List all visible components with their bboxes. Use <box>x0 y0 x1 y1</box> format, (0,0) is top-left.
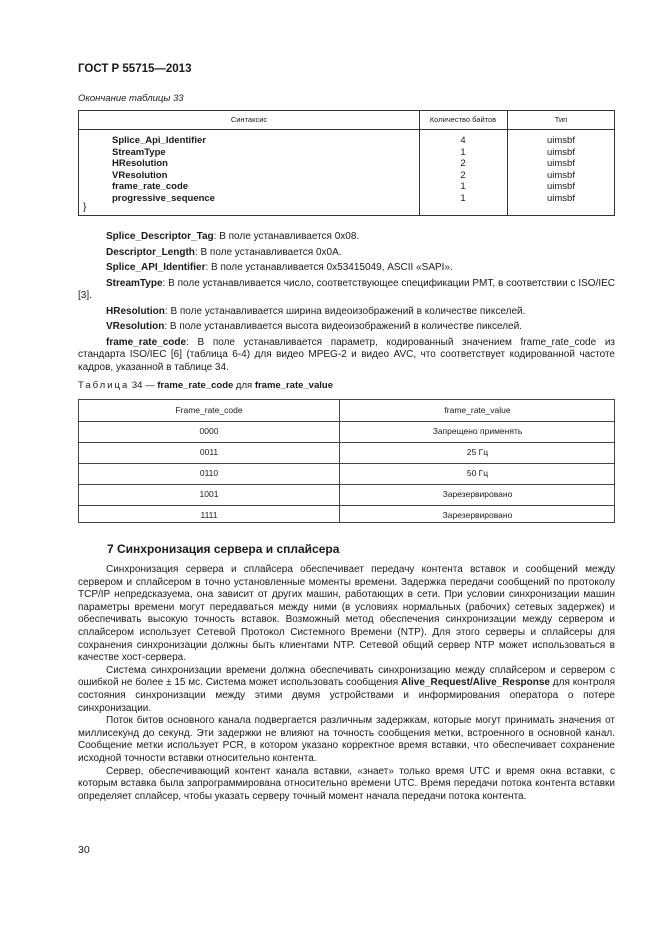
byte-count: 4 <box>460 135 466 146</box>
definition <box>78 231 615 244</box>
document-header: ГОСТ Р 55715—2013 <box>78 63 192 75</box>
definition <box>78 321 615 334</box>
paragraph: Синхронизация сервера и сплайсера обеспечивает передачу контента вставок и сообщений между сервером и сплайсером в точно установленные моменты времени. Задержка передачи сообщений по протоколу TCP/IP непредсказуема, она зависит от других машин, работающих в сети. При условии синхронизации машин параметры времени могут передаваться между ними (в условиях нормальных (рабочих) сетевых задержек) и обеспечивать высокую точность вставок. Возможный метод обеспечения синхронизации между сервером и сплайсером использует Сетевой Протокол Системного Времени (NTP). Для этого серверы и сплайсеры для сохранения синхронизации должны быть клиентами NTP. Сетевой общий сервер NTP может использоваться в качестве хост-сервера. <box>78 564 615 664</box>
table-row <box>79 463 614 485</box>
closing-brace: } <box>83 202 87 213</box>
definition <box>78 262 615 275</box>
paragraph: Поток битов основного канала подвергается различным задержкам, которые могут принимать значения от миллисекунд до секунд. Эти задержки не влияют на точность сообщения метки, встроенного в основной канал. Сообщение метки использует PCR, в котором указано корректное время вставки, что обеспечивает сохранение исходной точности вставки относительно контента. <box>78 715 615 764</box>
page-number: 30 <box>78 844 90 856</box>
table-33-caption: Окончание таблицы 33 <box>78 93 184 104</box>
caption-term: frame_rate_code <box>157 380 234 391</box>
syntax-field: frame_rate_code <box>112 181 189 192</box>
frame-rate-value: Зарезервировано <box>442 510 513 520</box>
frame-rate-code: 0110 <box>199 468 219 478</box>
definition-text: : В поле устанавливается 0х08. <box>213 231 360 242</box>
syntax-field: progressive_sequence <box>112 193 215 204</box>
table-33-header-row <box>79 111 614 130</box>
section-body <box>78 564 615 803</box>
definition-term: Descriptor_Length <box>106 246 195 258</box>
frame-rate-value: Запрещено применять <box>432 426 523 436</box>
definition-text: : В поле устанавливается высота видеоизображений в количестве пикселей. <box>164 321 522 332</box>
field-definitions <box>78 231 615 374</box>
caption-prefix: Таблица <box>78 380 130 391</box>
header-syntax: Синтаксис <box>230 115 268 124</box>
table-34 <box>78 399 615 523</box>
frame-rate-code: 0011 <box>199 447 219 457</box>
byte-count: 1 <box>460 193 466 204</box>
syntax-field: VResolution <box>112 170 168 181</box>
header-byte-count: Количество байтов <box>429 115 497 124</box>
definition <box>78 337 615 375</box>
frame-rate-code: 1111 <box>200 510 218 520</box>
definition-text: : В поле устанавливается 0х53415049, ASCII «SAPI». <box>205 262 453 273</box>
field-type: uimsbf <box>547 158 575 169</box>
definition-term: frame_rate_code <box>106 336 187 348</box>
byte-count: 2 <box>460 158 466 169</box>
field-type: uimsbf <box>547 135 575 146</box>
byte-count: 2 <box>460 170 466 181</box>
field-type: uimsbf <box>547 181 575 192</box>
definition-term: VResolution <box>106 321 165 332</box>
definition-text: : В поле устанавливается ширина видеоизображений в количестве пикселей. <box>164 305 526 317</box>
section-heading: 7 Синхронизация сервера и сплайсера <box>107 542 340 556</box>
definition-term: HResolution <box>106 305 165 317</box>
paragraph-text: для контроля состояния синхронизации между этими двумя устройствами и информирования оператора о потере синхронизации. <box>78 677 615 714</box>
frame-rate-value: 50 Гц <box>466 468 489 478</box>
field-type: uimsbf <box>547 147 575 158</box>
header-type: Тип <box>554 115 568 124</box>
table-row <box>79 484 614 506</box>
table-row <box>79 505 614 523</box>
byte-count: 1 <box>460 181 466 192</box>
table-row <box>79 442 614 464</box>
frame-rate-value: Зарезервировано <box>442 489 513 499</box>
frame-rate-code: 1001 <box>199 489 219 499</box>
definition-text: : В поле устанавливается число, соответствующее спецификации PMT, в соответствии с ISO/IEC [3]. <box>78 277 615 301</box>
field-type: uimsbf <box>547 193 575 204</box>
caption-connector: для <box>233 380 255 391</box>
byte-count: 1 <box>460 147 466 158</box>
definition-term: Splice_API_Identifier <box>106 262 206 273</box>
header-frame-rate-value: frame_rate_value <box>444 405 511 415</box>
paragraph <box>78 665 615 715</box>
table-33 <box>78 110 615 216</box>
message-term: Alive_Request/Alive_Response <box>401 677 550 689</box>
definition-term: Splice_Descriptor_Tag <box>106 231 214 242</box>
table-34-header-row <box>79 400 614 422</box>
definition <box>78 278 615 303</box>
field-type: uimsbf <box>547 170 575 181</box>
frame-rate-value: 25 Гц <box>466 447 489 457</box>
syntax-field: Splice_Api_Identifier <box>112 135 206 146</box>
syntax-field: HResolution <box>112 158 168 169</box>
table-row <box>79 421 614 443</box>
caption-number: 34 — <box>129 380 158 391</box>
caption-term: frame_rate_value <box>254 380 333 391</box>
syntax-field: StreamType <box>112 147 166 158</box>
paragraph-text: Система синхронизации времени должна обеспечивать синхронизацию между сплайсером и сервером с ошибкой не более ± 15 мс. Система может использовать сообщения <box>78 664 615 689</box>
frame-rate-code: 0000 <box>199 426 219 436</box>
definition <box>78 247 615 260</box>
definition <box>78 306 615 319</box>
definition-term: StreamType <box>106 277 163 289</box>
header-frame-rate-code: Frame_rate_code <box>175 405 243 415</box>
definition-text: : В поле устанавливается 0х0А. <box>194 246 342 258</box>
paragraph: Сервер, обеспечивающий контент канала вставки, «знает» только время UTC и время окна вставки, с которым вставка была запрограммирована относительно времени UTC. Время передачи потока контента вставки определяет сплайсер, чтобы указать серверу точный момент начала передачи потока контента. <box>78 765 615 802</box>
table-34-caption <box>78 380 333 391</box>
definition-text: : В поле устанавливается параметр, кодированный значением frame_rate_code из стандарта ISO/IEC [6] (таблица 6-4) для видео MPEG-2 и видео AVC, что соответствует кодированной частоте кадров, указанной в таблице 34. <box>78 336 615 373</box>
